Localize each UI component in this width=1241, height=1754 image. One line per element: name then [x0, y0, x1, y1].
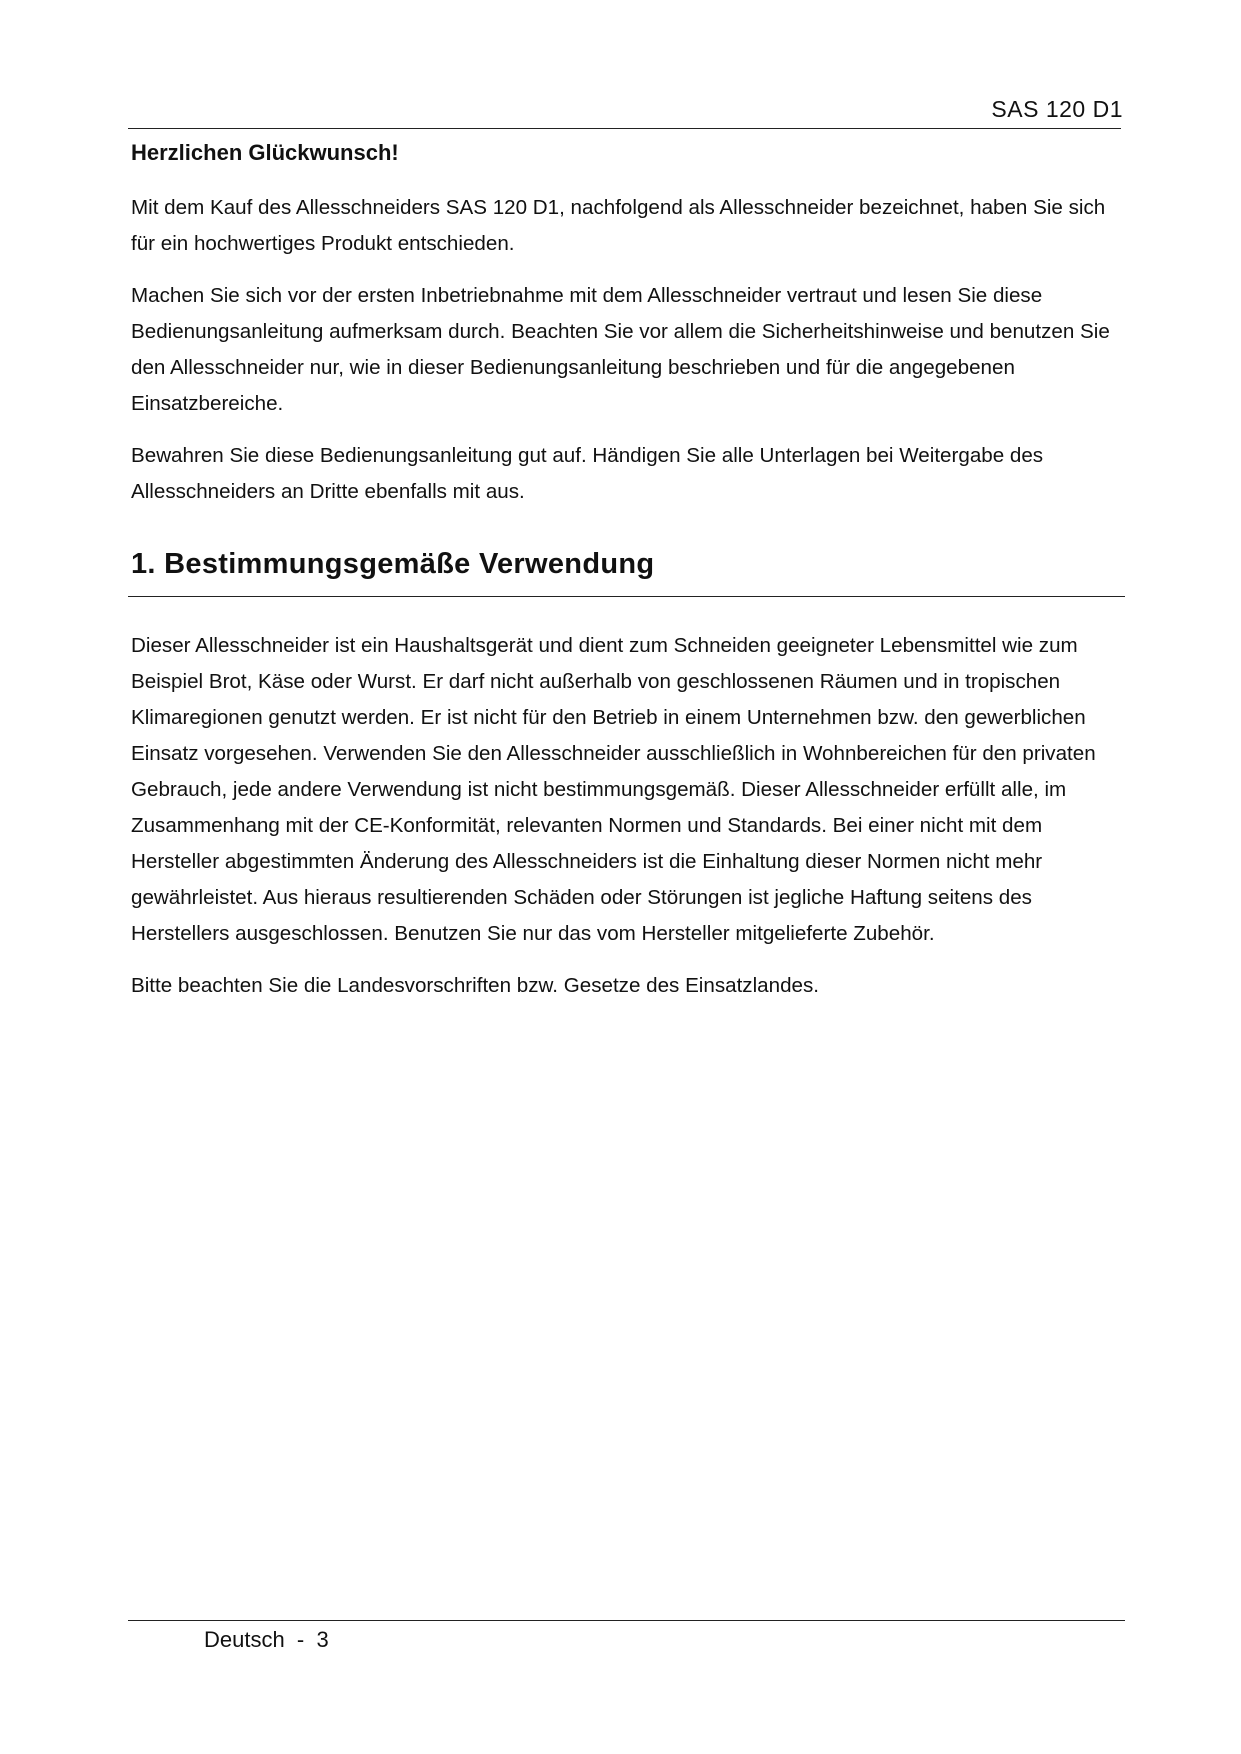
footer-rule: [128, 1620, 1125, 1621]
intro-paragraph-2: Machen Sie sich vor der ersten Inbetriebnahme mit dem Allesschneider vertraut und lesen Sie diese Bedienungsanleitung aufmerksam durch. Beachten Sie vor allem die Sicherheitshinweise und benutzen Sie den Allesschneider nur, wie in dieser Bedienungsanleitung beschrieben und für die angegebenen Einsatzbereiche.: [131, 284, 1110, 415]
header-rule: [128, 128, 1121, 129]
intro-paragraph-3: Bewahren Sie diese Bedienungsanleitung gut auf. Händigen Sie alle Unterlagen bei Weitergabe des Allesschneiders an Dritte ebenfalls mit aus.: [131, 444, 1044, 503]
intro-paragraph-1: Mit dem Kauf des Allesschneiders SAS 120 D1, nachfolgend als Allesschneider bezeichnet, haben Sie sich für ein hochwertiges Produkt entschieden.: [131, 196, 1106, 255]
section-rule: [128, 596, 1125, 597]
section-paragraph-2: Bitte beachten Sie die Landesvorschriften bzw. Gesetze des Einsatzlandes.: [131, 974, 820, 997]
section-title: 1. Bestimmungsgemäße Verwendung: [131, 548, 655, 580]
section-paragraph-1: Dieser Allesschneider ist ein Haushaltsgerät und dient zum Schneiden geeigneter Lebensmittel wie zum Beispiel Brot, Käse oder Wurst. Er darf nicht außerhalb von geschlossenen Räumen und in tropischen Klimaregionen genutzt werden. Er ist nicht für den Betrieb in einem Unternehmen bzw. den gewerblichen Einsatz vorgesehen. Verwenden Sie den Allesschneider ausschließlich in Wohnbereichen für den privaten Gebrauch, jede andere Verwendung ist nicht bestimmungsgemäß. Dieser Allesschneider erfüllt alle, im Zusammenhang mit der CE-Konformität, relevanten Normen und Standards. Bei einer nicht mit dem Hersteller abgestimmten Änderung des Allesschneiders ist die Einhaltung dieser Normen nicht mehr gewährleistet. Aus hieraus resultierenden Schäden oder Störungen ist jegliche Haftung seitens des Herstellers ausgeschlossen. Benutzen Sie nur das vom Hersteller mitgelieferte Zubehör.: [131, 634, 1096, 945]
greeting-heading: Herzlichen Glückwunsch!: [131, 140, 399, 165]
footer-page-label: Deutsch - 3: [204, 1627, 329, 1652]
header-model-label: SAS 120 D1: [991, 96, 1123, 122]
